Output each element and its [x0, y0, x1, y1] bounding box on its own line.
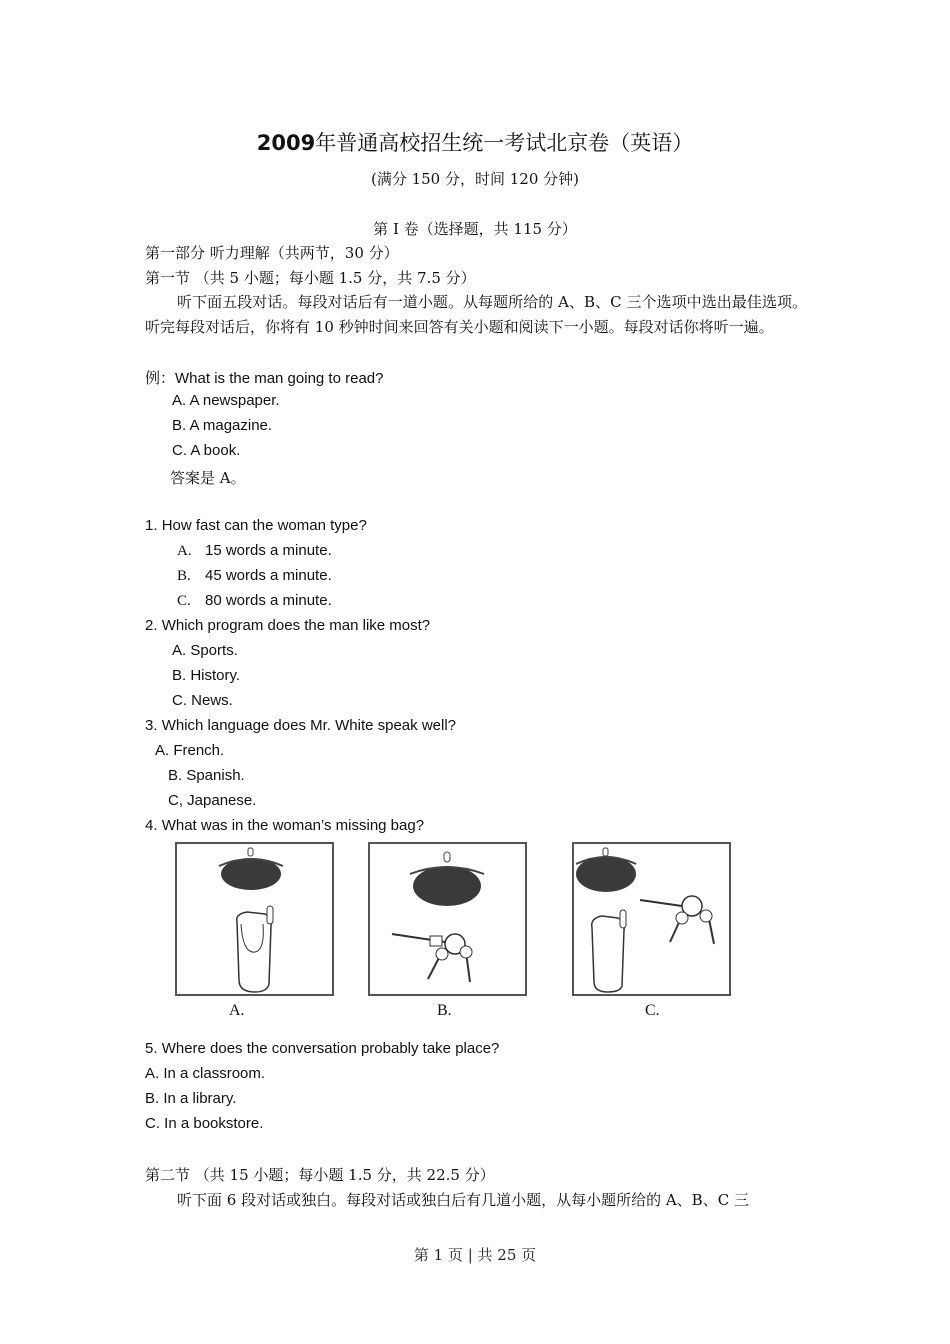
exam-title-text: 年普通高校招生统一考试北京卷（英语）	[315, 131, 694, 155]
purse-and-phone-icon	[177, 844, 332, 994]
exam-title-year: 2009	[256, 131, 316, 155]
question-text: How fast can the woman type?	[161, 517, 367, 534]
option-letter: B.	[177, 568, 191, 584]
question-5	[145, 1040, 499, 1057]
option-text: 80 words a minute.	[205, 592, 332, 609]
section1-heading: 第一节 （共 5 小题；每小题 1.5 分，共 7.5 分）	[145, 269, 476, 287]
example-option-c: C. A book.	[172, 442, 241, 459]
page-indicator: 第 1 页 | 共 25 页	[413, 1246, 537, 1264]
q3-option-b: B. Spanish.	[168, 767, 245, 784]
section1-instructions-text: 听下面五段对话。每段对话后有一道小题。从每题所给的 A、B、C 三个选项中选出最佳选项。听完每段对话后，你将有 10 秒钟时间来回答有关小题和阅读下一小题。每段对话你将听一遍。	[145, 293, 807, 336]
section1-instructions	[145, 290, 807, 340]
section2-heading: 第二节 （共 15 小题；每小题 1.5 分，共 22.5 分）	[145, 1166, 495, 1184]
picture-label-a: A.	[229, 1002, 245, 1019]
purse-phone-and-keys-icon	[574, 844, 729, 994]
q5-option-a: A. In a classroom.	[145, 1065, 266, 1082]
q2-option-a: A. Sports.	[172, 642, 238, 659]
exam-title	[0, 127, 950, 157]
picture-option-a	[175, 842, 334, 996]
picture-label-b: B.	[437, 1002, 452, 1019]
picture-label-c: C.	[645, 1002, 660, 1019]
question-number: 1.	[145, 517, 158, 534]
q3-option-a: A. French.	[155, 742, 225, 759]
q3-option-c: C, Japanese.	[168, 792, 257, 809]
question-text: What was in the woman’s missing bag?	[161, 817, 425, 834]
question-text: Which language does Mr. White speak well?	[161, 717, 457, 734]
q1-option-a	[177, 542, 332, 560]
q5-option-b: B. In a library.	[145, 1090, 237, 1107]
option-text: 45 words a minute.	[205, 567, 332, 584]
example-question	[145, 367, 383, 388]
picture-option-b	[368, 842, 527, 996]
example-question-text: What is the man going to read?	[175, 370, 384, 387]
q2-option-c: C. News.	[172, 692, 233, 709]
question-number: 4.	[145, 817, 158, 834]
q4-picture-options	[175, 842, 735, 1024]
section2-instructions	[145, 1189, 749, 1210]
question-1	[145, 517, 367, 534]
example-option-a: A. A newspaper.	[172, 392, 280, 409]
question-number: 2.	[145, 617, 158, 634]
option-letter: C.	[177, 593, 191, 609]
option-text: 15 words a minute.	[205, 542, 332, 559]
question-number: 5.	[145, 1040, 158, 1057]
q2-option-b: B. History.	[172, 667, 241, 684]
question-text: Where does the conversation probably take place?	[161, 1040, 500, 1057]
question-text: Which program does the man like most?	[161, 617, 431, 634]
exam-subtitle: (满分 150 分，时间 120 分钟)	[370, 170, 580, 188]
question-4	[145, 817, 424, 834]
example-option-b: B. A magazine.	[172, 417, 273, 434]
question-2	[145, 617, 430, 634]
option-letter: A.	[177, 543, 192, 559]
picture-option-c	[572, 842, 731, 996]
example-answer: 答案是 A。	[170, 469, 246, 487]
part-heading: 第一部分 听力理解（共两节，30 分）	[145, 244, 399, 262]
q1-option-b	[177, 567, 332, 585]
q1-option-c	[177, 592, 332, 610]
section2-instructions-text: 听下面 6 段对话或独白。每段对话或独白后有几道小题，从每小题所给的 A、B、C 三	[177, 1191, 749, 1209]
purse-and-keys-icon	[370, 844, 525, 994]
question-3	[145, 717, 456, 734]
q5-option-c: C. In a bookstore.	[145, 1115, 264, 1132]
volume-heading: 第 I 卷（选择题，共 115 分）	[373, 220, 577, 238]
example-prefix: 例：	[145, 369, 176, 387]
question-number: 3.	[145, 717, 158, 734]
